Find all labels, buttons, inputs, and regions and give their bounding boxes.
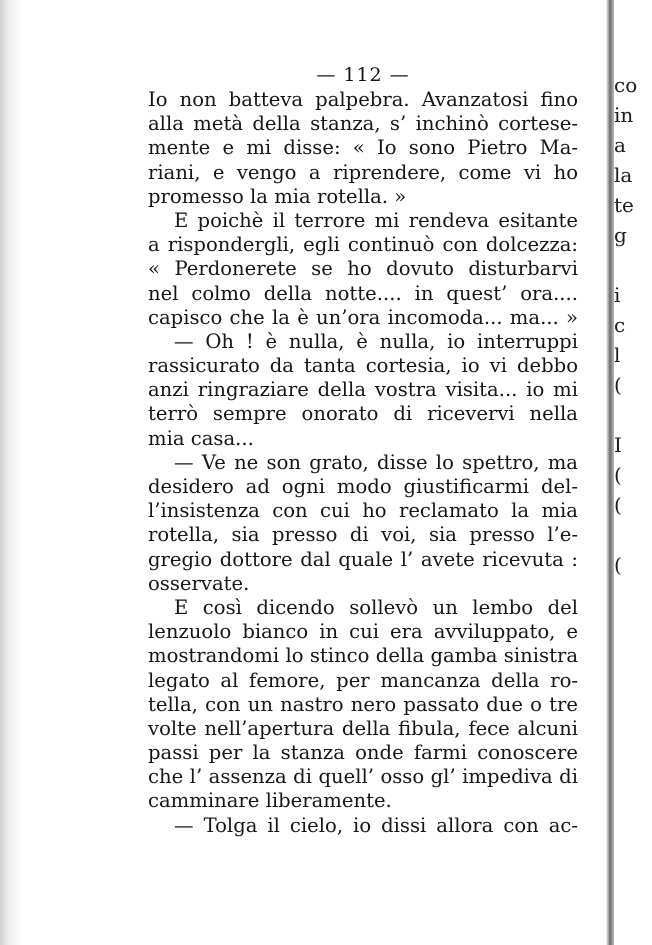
book-spine-shadow [0, 0, 22, 945]
facing-page-fragment: c [614, 313, 626, 337]
facing-page-fragment: ( [614, 553, 622, 577]
text-line: — Ve ne son grato, disse lo spettro, ma [174, 450, 578, 474]
text-line: nel colmo della notte.... in quest’ ora.... [148, 281, 578, 305]
text-line: E poichè il terrore mi rendeva esitante [174, 208, 578, 232]
text-line: capisco che la è un’ora incomoda... ma... » [148, 305, 578, 329]
facing-page-fragment: te [614, 193, 634, 217]
text-line: anzi ringraziare della vostra visita... io mi [148, 378, 578, 402]
page-number: — 112 — [316, 64, 410, 86]
facing-page-fragment: co [614, 73, 638, 97]
text-line: lenzuolo bianco in cui era avviluppato, e [148, 620, 578, 644]
facing-page-fragment: I [614, 433, 622, 457]
text-line: Io non batteva palpebra. Avanzatosi fino [148, 88, 578, 111]
text-line: camminare liberamente. [148, 789, 392, 813]
text-line: legato al femore, per mancanza della ro- [148, 668, 578, 692]
text-line: rassicurato da tanta cortesia, io vi debbo [148, 354, 578, 378]
facing-page-fragment: g [614, 223, 627, 247]
text-line: alla metà della stanza, s’ inchinò cortese- [148, 112, 578, 136]
facing-page-edge [614, 70, 652, 610]
text-line: che l’ assenza di quell’ osso gl’ impediva di [148, 765, 578, 789]
facing-page-fragment: ( [614, 373, 622, 397]
text-line: rotella, sia presso di voi, sia presso l’e- [148, 523, 578, 547]
page-gutter [606, 0, 614, 945]
text-line: desidero ad ogni modo giustificarmi del- [148, 475, 578, 498]
facing-page-fragment [614, 520, 652, 550]
text-line: tella, con un nastro nero passato due o tre [148, 692, 578, 716]
facing-page-fragment: ( [614, 493, 622, 517]
facing-page-fragment: in [614, 103, 634, 127]
text-line: « Perdonerete se ho dovuto disturbarvi [148, 257, 578, 281]
text-line: — Tolga il cielo, io dissi allora con ac- [174, 813, 578, 837]
text-line: osservate. [148, 571, 250, 595]
text-line: mia casa... [148, 426, 254, 450]
facing-page-fragment: la [614, 163, 633, 187]
book-page [148, 62, 578, 838]
text-line: gregio dottore dal quale l’ avete ricevuta : [148, 547, 578, 571]
text-line: passi per la stanza onde farmi conoscere [148, 741, 578, 765]
text-line: l’insistenza con cui ho reclamato la mia [148, 499, 578, 523]
text-line: terrò sempre onorato di ricevervi nella [148, 402, 578, 426]
text-line: a rispondergli, egli continuò con dolcezza: [148, 233, 578, 257]
facing-page-fragment [614, 250, 652, 280]
facing-page-fragment: a [614, 133, 626, 157]
facing-page-fragment: l [614, 343, 621, 367]
facing-page-fragment: i [614, 283, 621, 307]
text-line: E così dicendo sollevò un lembo del [174, 595, 578, 619]
text-line: mente e mi disse: « Io sono Pietro Ma- [148, 136, 578, 160]
facing-page-fragment [614, 400, 652, 430]
text-line: — Oh ! è nulla, è nulla, io interruppi [174, 329, 578, 353]
text-line: promesso la mia rotella. » [148, 184, 407, 208]
text-line: mostrandomi lo stinco della gamba sinistra [148, 644, 578, 668]
text-line: riani, e vengo a riprendere, come vi ho [148, 160, 578, 184]
page-body [148, 88, 578, 838]
facing-page-fragment: ( [614, 463, 622, 487]
text-line: volte nell’apertura della fibula, fece alcuni [148, 716, 578, 740]
facing-page-fragment [614, 580, 652, 610]
